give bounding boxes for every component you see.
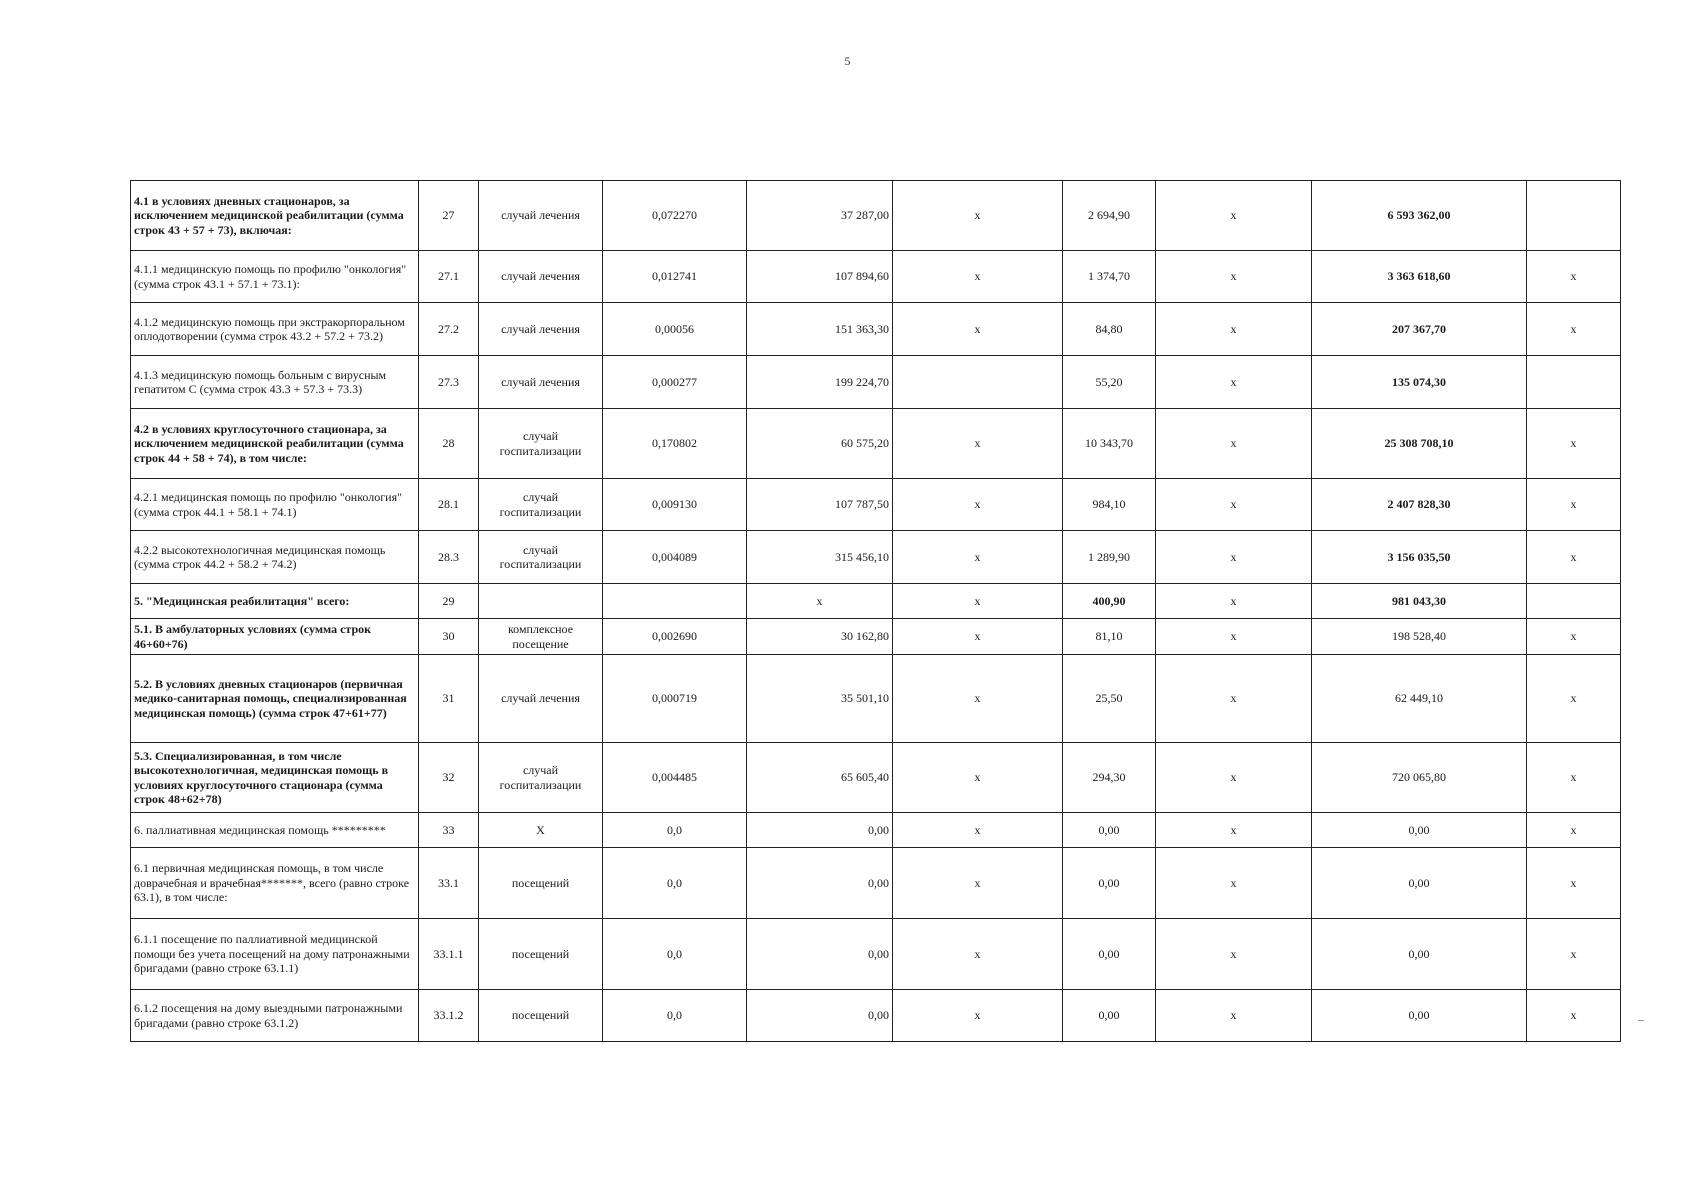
- share-column: х: [1527, 848, 1621, 919]
- page-number: 5: [844, 54, 851, 68]
- per-capita-oms: 55,20: [1063, 356, 1156, 409]
- table-row: [131, 251, 1621, 303]
- per-capita-oms: 0,00: [1063, 848, 1156, 919]
- per-capita-oms: 25,50: [1063, 655, 1156, 743]
- unit-cost: 30 162,80: [747, 619, 893, 655]
- unit-of-measure: случай лечения: [479, 303, 603, 356]
- row-number: 33.1.1: [419, 919, 479, 990]
- per-capita-budget: х: [893, 813, 1063, 848]
- unit-of-measure: Х: [479, 813, 603, 848]
- share-column: х: [1527, 743, 1621, 813]
- table-row: [131, 181, 1621, 251]
- volume-norm: 0,0: [603, 990, 747, 1042]
- share-column: х: [1527, 813, 1621, 848]
- indicator-name: 6.1 первичная медицинская помощь, в том числе доврачебная и врачебная*******, всего (равно строке 63.1), в том числе:: [131, 848, 419, 919]
- per-capita-budget: х: [893, 251, 1063, 303]
- unit-of-measure: случай лечения: [479, 181, 603, 251]
- indicator-name: 6.1.1 посещение по паллиативной медицинской помощи без учета посещений на дому патронажными бригадами (равно строке 63.1.1): [131, 919, 419, 990]
- total-oms: 720 065,80: [1312, 743, 1527, 813]
- total-budget: х: [1156, 479, 1312, 531]
- total-budget: х: [1156, 655, 1312, 743]
- volume-norm: 0,002690: [603, 619, 747, 655]
- table-row: [131, 919, 1621, 990]
- total-oms: 2 407 828,30: [1312, 479, 1527, 531]
- total-oms: 207 367,70: [1312, 303, 1527, 356]
- total-oms: 0,00: [1312, 990, 1527, 1042]
- unit-cost: 37 287,00: [747, 181, 893, 251]
- volume-norm: 0,072270: [603, 181, 747, 251]
- total-oms: 3 363 618,60: [1312, 251, 1527, 303]
- per-capita-oms: 1 289,90: [1063, 531, 1156, 584]
- indicator-name: 6.1.2 посещения на дому выездными патронажными бригадами (равно строке 63.1.2): [131, 990, 419, 1042]
- unit-cost: 60 575,20: [747, 409, 893, 479]
- unit-of-measure: посещений: [479, 919, 603, 990]
- indicator-name: 5.2. В условиях дневных стационаров (первичная медико-санитарная помощь, специализированная медицинская помощь) (сумма строк 47+61+77): [131, 655, 419, 743]
- unit-cost: 107 787,50: [747, 479, 893, 531]
- total-budget: х: [1156, 919, 1312, 990]
- unit-of-measure: случай лечения: [479, 655, 603, 743]
- row-number: 33: [419, 813, 479, 848]
- total-oms: 198 528,40: [1312, 619, 1527, 655]
- share-column: х: [1527, 409, 1621, 479]
- volume-norm: 0,000277: [603, 356, 747, 409]
- unit-of-measure: случай госпитализации: [479, 409, 603, 479]
- financing-table: [130, 180, 1621, 1042]
- total-budget: х: [1156, 181, 1312, 251]
- indicator-name: 6. паллиативная медицинская помощь *********: [131, 813, 419, 848]
- table-row: [131, 990, 1621, 1042]
- total-budget: х: [1156, 813, 1312, 848]
- unit-cost: 199 224,70: [747, 356, 893, 409]
- unit-of-measure: случай госпитализации: [479, 479, 603, 531]
- total-oms: 62 449,10: [1312, 655, 1527, 743]
- unit-of-measure: посещений: [479, 848, 603, 919]
- share-column: х: [1527, 251, 1621, 303]
- unit-cost: 0,00: [747, 813, 893, 848]
- indicator-name: 4.2.2 высокотехнологичная медицинская помощь (сумма строк 44.2 + 58.2 + 74.2): [131, 531, 419, 584]
- total-budget: х: [1156, 251, 1312, 303]
- table-row: [131, 848, 1621, 919]
- per-capita-budget: х: [893, 990, 1063, 1042]
- table-row: [131, 655, 1621, 743]
- indicator-name: 4.2.1 медицинская помощь по профилю "онкология" (сумма строк 44.1 + 58.1 + 74.1): [131, 479, 419, 531]
- unit-of-measure: комплексное посещение: [479, 619, 603, 655]
- volume-norm: 0,170802: [603, 409, 747, 479]
- volume-norm: 0,009130: [603, 479, 747, 531]
- share-column: [1527, 181, 1621, 251]
- row-number: 29: [419, 584, 479, 619]
- total-budget: х: [1156, 409, 1312, 479]
- per-capita-budget: х: [893, 919, 1063, 990]
- per-capita-budget: х: [893, 531, 1063, 584]
- per-capita-oms: 2 694,90: [1063, 181, 1156, 251]
- total-oms: 981 043,30: [1312, 584, 1527, 619]
- unit-cost: 107 894,60: [747, 251, 893, 303]
- share-column: х: [1527, 619, 1621, 655]
- row-number: 32: [419, 743, 479, 813]
- per-capita-budget: х: [893, 655, 1063, 743]
- indicator-name: 5.3. Специализированная, в том числе высокотехнологичная, медицинская помощь в условиях круглосуточного стационара (сумма строк 48+62+78): [131, 743, 419, 813]
- table-row: [131, 303, 1621, 356]
- total-budget: х: [1156, 303, 1312, 356]
- unit-of-measure: посещений: [479, 990, 603, 1042]
- total-budget: х: [1156, 356, 1312, 409]
- per-capita-oms: 0,00: [1063, 919, 1156, 990]
- volume-norm: 0,0: [603, 919, 747, 990]
- unit-of-measure: случай лечения: [479, 356, 603, 409]
- total-budget: х: [1156, 743, 1312, 813]
- table-row: [131, 813, 1621, 848]
- row-number: 30: [419, 619, 479, 655]
- per-capita-oms: 84,80: [1063, 303, 1156, 356]
- per-capita-oms: 1 374,70: [1063, 251, 1156, 303]
- unit-of-measure: [479, 584, 603, 619]
- row-number: 27.3: [419, 356, 479, 409]
- unit-cost: 35 501,10: [747, 655, 893, 743]
- indicator-name: 4.1.3 медицинскую помощь больным с вирусным гепатитом С (сумма строк 43.3 + 57.3 + 73.3): [131, 356, 419, 409]
- unit-of-measure: случай лечения: [479, 251, 603, 303]
- table-row: [131, 584, 1621, 619]
- row-number: 28: [419, 409, 479, 479]
- per-capita-budget: х: [893, 584, 1063, 619]
- per-capita-budget: х: [893, 409, 1063, 479]
- row-number: 27.1: [419, 251, 479, 303]
- share-column: х: [1527, 919, 1621, 990]
- per-capita-budget: х: [893, 479, 1063, 531]
- per-capita-oms: 0,00: [1063, 813, 1156, 848]
- indicator-name: 4.1.1 медицинскую помощь по профилю "онкология" (сумма строк 43.1 + 57.1 + 73.1):: [131, 251, 419, 303]
- total-oms: 0,00: [1312, 919, 1527, 990]
- per-capita-oms: 81,10: [1063, 619, 1156, 655]
- total-oms: 0,00: [1312, 813, 1527, 848]
- per-capita-oms: 10 343,70: [1063, 409, 1156, 479]
- per-capita-oms: 400,90: [1063, 584, 1156, 619]
- volume-norm: 0,004485: [603, 743, 747, 813]
- total-oms: 25 308 708,10: [1312, 409, 1527, 479]
- table-body: [131, 181, 1621, 1042]
- per-capita-budget: х: [893, 743, 1063, 813]
- unit-of-measure: случай госпитализации: [479, 743, 603, 813]
- row-number: 31: [419, 655, 479, 743]
- volume-norm: 0,0: [603, 813, 747, 848]
- total-oms: 3 156 035,50: [1312, 531, 1527, 584]
- share-column: х: [1527, 990, 1621, 1042]
- unit-cost: 0,00: [747, 919, 893, 990]
- indicator-name: 5. "Медицинская реабилитация" всего:: [131, 584, 419, 619]
- per-capita-budget: х: [893, 303, 1063, 356]
- row-number: 33.1: [419, 848, 479, 919]
- per-capita-budget: [893, 356, 1063, 409]
- volume-norm: 0,0: [603, 848, 747, 919]
- indicator-name: 4.2 в условиях круглосуточного стационара, за исключением медицинской реабилитации (сумма строк 44 + 58 + 74), в том числе:: [131, 409, 419, 479]
- row-number: 33.1.2: [419, 990, 479, 1042]
- volume-norm: 0,004089: [603, 531, 747, 584]
- total-oms: 135 074,30: [1312, 356, 1527, 409]
- row-number: 27: [419, 181, 479, 251]
- table-row: [131, 356, 1621, 409]
- table-row: [131, 619, 1621, 655]
- unit-cost: х: [747, 584, 893, 619]
- share-column: х: [1527, 479, 1621, 531]
- share-column: х: [1527, 303, 1621, 356]
- indicator-name: 5.1. В амбулаторных условиях (сумма строк 46+60+76): [131, 619, 419, 655]
- per-capita-budget: х: [893, 848, 1063, 919]
- per-capita-oms: 294,30: [1063, 743, 1156, 813]
- table-row: [131, 479, 1621, 531]
- indicator-name: 4.1.2 медицинскую помощь при экстракорпоральном оплодотворении (сумма строк 43.2 + 57.2 + 73.2): [131, 303, 419, 356]
- unit-cost: 151 363,30: [747, 303, 893, 356]
- unit-cost: 65 605,40: [747, 743, 893, 813]
- table-row: [131, 409, 1621, 479]
- total-budget: х: [1156, 990, 1312, 1042]
- share-column: х: [1527, 655, 1621, 743]
- per-capita-budget: х: [893, 181, 1063, 251]
- row-number: 28.3: [419, 531, 479, 584]
- volume-norm: 0,012741: [603, 251, 747, 303]
- share-column: х: [1527, 531, 1621, 584]
- total-budget: х: [1156, 848, 1312, 919]
- unit-cost: 0,00: [747, 848, 893, 919]
- total-oms: 0,00: [1312, 848, 1527, 919]
- row-number: 27.2: [419, 303, 479, 356]
- per-capita-oms: 0,00: [1063, 990, 1156, 1042]
- unit-cost: 0,00: [747, 990, 893, 1042]
- unit-cost: 315 456,10: [747, 531, 893, 584]
- total-budget: х: [1156, 619, 1312, 655]
- volume-norm: [603, 584, 747, 619]
- per-capita-budget: х: [893, 619, 1063, 655]
- volume-norm: 0,00056: [603, 303, 747, 356]
- share-column: [1527, 584, 1621, 619]
- per-capita-oms: 984,10: [1063, 479, 1156, 531]
- share-column: [1527, 356, 1621, 409]
- volume-norm: 0,000719: [603, 655, 747, 743]
- total-oms: 6 593 362,00: [1312, 181, 1527, 251]
- row-number: 28.1: [419, 479, 479, 531]
- table-row: [131, 531, 1621, 584]
- table-row: [131, 743, 1621, 813]
- indicator-name: 4.1 в условиях дневных стационаров, за исключением медицинской реабилитации (сумма строк 43 + 57 + 73), включая:: [131, 181, 419, 251]
- unit-of-measure: случай госпитализации: [479, 531, 603, 584]
- total-budget: х: [1156, 531, 1312, 584]
- total-budget: х: [1156, 584, 1312, 619]
- edge-mark: [1638, 1020, 1644, 1021]
